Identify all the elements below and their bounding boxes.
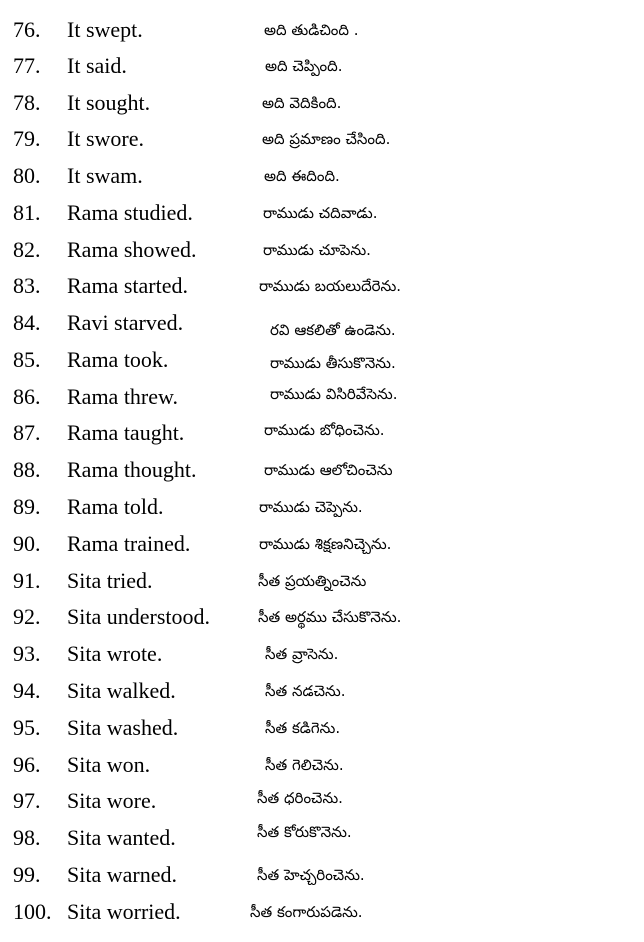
list-item xyxy=(0,161,644,197)
english-sentence: Rama taught. xyxy=(67,420,185,445)
list-item xyxy=(0,897,644,933)
telugu-translation: సీత కోరుకొనెను. xyxy=(257,823,352,841)
list-item xyxy=(0,198,644,234)
list-item xyxy=(0,345,644,381)
list-item xyxy=(0,15,644,51)
telugu-translation: రాముడు తీసుకొనెను. xyxy=(270,354,396,372)
english-sentence: Sita understood. xyxy=(67,604,210,629)
telugu-translation: రాముడు ఆలోచించెను xyxy=(264,461,393,479)
english-sentence: It swore. xyxy=(67,126,144,151)
telugu-translation: సీత వ్రాసెను. xyxy=(265,645,339,663)
telugu-translation: రాముడు చూపెను. xyxy=(263,241,371,259)
telugu-translation: సీత కంగారుపడెను. xyxy=(250,903,363,921)
english-sentence: It swam. xyxy=(67,163,143,188)
list-item xyxy=(0,566,644,602)
item-number: 96. xyxy=(13,752,41,777)
english-sentence: Ravi starved. xyxy=(67,310,184,335)
english-sentence: Sita wanted. xyxy=(67,825,176,850)
item-number: 86. xyxy=(13,384,41,409)
english-sentence: Sita tried. xyxy=(67,568,153,593)
english-sentence: It said. xyxy=(67,53,127,78)
telugu-translation: సీత నడచెను. xyxy=(265,682,346,700)
item-number: 81. xyxy=(13,200,41,225)
item-number: 78. xyxy=(13,90,41,115)
item-number: 88. xyxy=(13,457,41,482)
item-number: 97. xyxy=(13,788,41,813)
english-sentence: It sought. xyxy=(67,90,151,115)
english-sentence: Rama trained. xyxy=(67,531,191,556)
english-sentence: Rama told. xyxy=(67,494,164,519)
telugu-translation: అది తుడిచింది . xyxy=(264,21,359,39)
english-sentence: Sita walked. xyxy=(67,678,176,703)
telugu-translation: రాముడు విసిరివేసెను. xyxy=(270,385,398,403)
telugu-translation: సీత హెచ్చరించెను. xyxy=(257,866,365,884)
item-number: 93. xyxy=(13,641,41,666)
telugu-translation: సీత ధరించెను. xyxy=(257,789,343,807)
list-item xyxy=(0,602,644,638)
item-number: 90. xyxy=(13,531,41,556)
english-sentence: Sita worried. xyxy=(67,899,181,924)
telugu-translation: రాముడు బయలుదేరెను. xyxy=(259,277,402,295)
list-item xyxy=(0,529,644,565)
list-item xyxy=(0,455,644,491)
english-sentence: Sita wore. xyxy=(67,788,157,813)
telugu-translation: రాముడు చదివాడు. xyxy=(263,204,378,222)
telugu-translation: రవి ఆకలితో ఉండెను. xyxy=(270,321,396,339)
list-item xyxy=(0,750,644,786)
list-item xyxy=(0,823,644,859)
telugu-translation: అది వెదికింది. xyxy=(262,94,342,112)
telugu-translation: రాముడు శిక్షణనిచ్చెను. xyxy=(259,535,392,553)
list-item xyxy=(0,713,644,749)
item-number: 94. xyxy=(13,678,41,703)
telugu-translation: అది చెప్పింది. xyxy=(265,57,343,75)
item-number: 77. xyxy=(13,53,41,78)
english-sentence: Rama took. xyxy=(67,347,169,372)
english-sentence: Rama studied. xyxy=(67,200,193,225)
telugu-translation: అది ప్రమాణం చేసింది. xyxy=(262,130,391,148)
list-item xyxy=(0,676,644,712)
english-sentence: Sita wrote. xyxy=(67,641,163,666)
telugu-translation: రాముడు చెప్పెను. xyxy=(259,498,363,516)
item-number: 92. xyxy=(13,604,41,629)
telugu-translation: సీత ప్రయత్నించెను xyxy=(258,572,367,590)
list-item xyxy=(0,235,644,271)
item-number: 84. xyxy=(13,310,41,335)
telugu-translation: సీత కడిగెను. xyxy=(265,719,341,737)
item-number: 98. xyxy=(13,825,41,850)
list-item xyxy=(0,124,644,160)
list-item xyxy=(0,51,644,87)
list-item xyxy=(0,88,644,124)
english-sentence: It swept. xyxy=(67,17,143,42)
english-sentence: Rama showed. xyxy=(67,237,197,262)
list-item xyxy=(0,271,644,307)
item-number: 79. xyxy=(13,126,41,151)
item-number: 89. xyxy=(13,494,41,519)
list-item xyxy=(0,860,644,896)
list-item xyxy=(0,418,644,454)
english-sentence: Rama threw. xyxy=(67,384,178,409)
item-number: 87. xyxy=(13,420,41,445)
english-sentence: Sita washed. xyxy=(67,715,179,740)
list-item xyxy=(0,382,644,418)
list-item xyxy=(0,639,644,675)
english-sentence: Rama thought. xyxy=(67,457,197,482)
item-number: 100. xyxy=(13,899,52,924)
item-number: 82. xyxy=(13,237,41,262)
item-number: 95. xyxy=(13,715,41,740)
item-number: 83. xyxy=(13,273,41,298)
item-number: 76. xyxy=(13,17,41,42)
item-number: 85. xyxy=(13,347,41,372)
english-sentence: Sita warned. xyxy=(67,862,177,887)
telugu-translation: సీత గెలిచెను. xyxy=(265,756,344,774)
telugu-translation: రాముడు బోధించెను. xyxy=(264,421,385,439)
item-number: 99. xyxy=(13,862,41,887)
telugu-translation: అది ఈదింది. xyxy=(264,167,340,185)
item-number: 91. xyxy=(13,568,41,593)
list-item xyxy=(0,308,644,344)
english-sentence: Rama started. xyxy=(67,273,188,298)
english-sentence: Sita won. xyxy=(67,752,151,777)
item-number: 80. xyxy=(13,163,41,188)
telugu-translation: సీత అర్థము చేసుకొనెను. xyxy=(258,608,402,626)
list-item xyxy=(0,492,644,528)
